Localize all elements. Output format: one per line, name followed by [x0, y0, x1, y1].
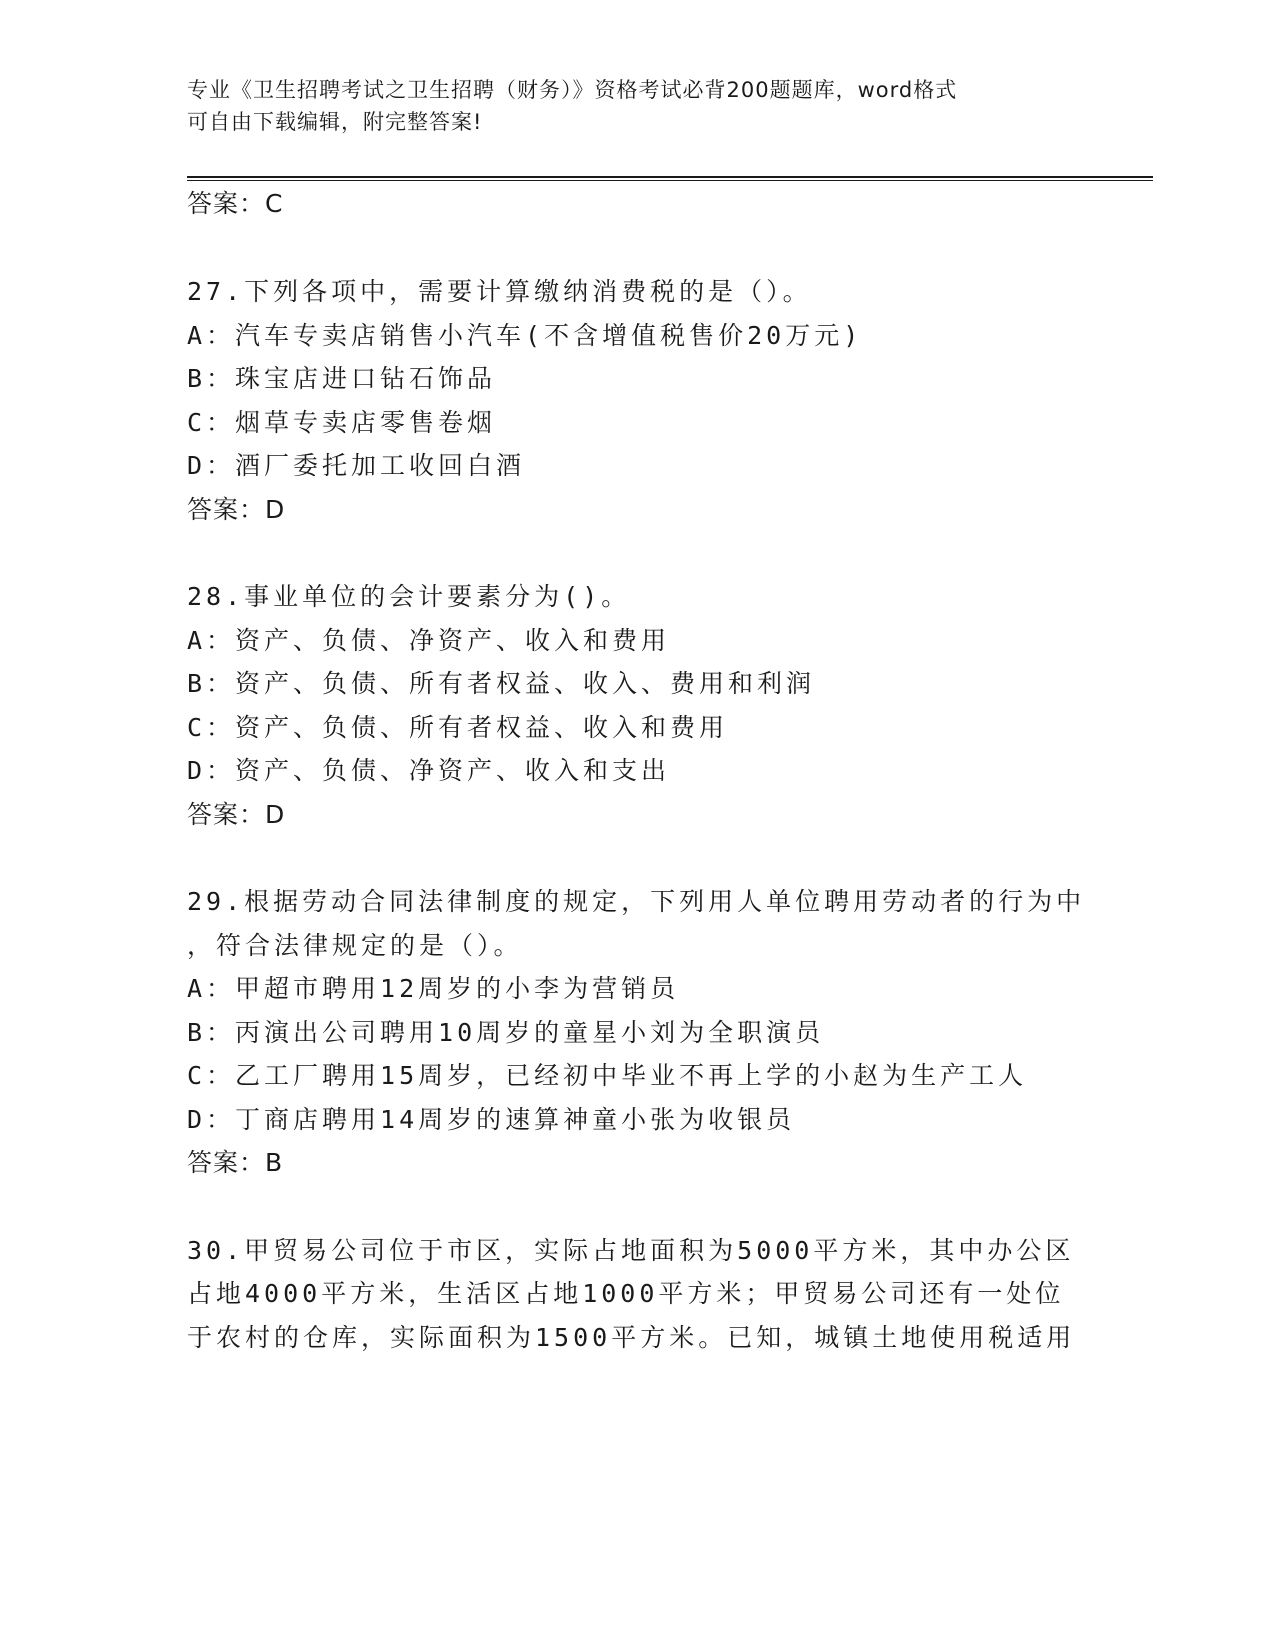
answer-line: 答案：D — [187, 800, 286, 829]
answer-line: 答案：C — [187, 189, 284, 218]
option-a: A：汽车专卖店销售小汽车(不含增值税售价20万元) — [187, 321, 863, 350]
option-b: B：珠宝店进口钻石饰品 — [187, 364, 497, 393]
question-stem: 28.事业单位的会计要素分为()。 — [187, 582, 631, 611]
option-d: D：丁商店聘用14周岁的速算神童小张为收银员 — [187, 1105, 796, 1134]
question-stem-line-1: 29.根据劳动合同法律制度的规定，下列用人单位聘用劳动者的行为中 — [187, 887, 1086, 916]
header-line-2: 可自由下载编辑，附完整答案! — [187, 110, 483, 134]
option-c: C：烟草专卖店零售卷烟 — [187, 408, 497, 437]
question-stem: 27.下列各项中，需要计算缴纳消费税的是（）。 — [187, 277, 812, 306]
question-stem-line-3: 于农村的仓库，实际面积为1500平方米。已知，城镇土地使用税适用 — [187, 1323, 1076, 1352]
option-d: D：酒厂委托加工收回白酒 — [187, 451, 526, 480]
answer-line: 答案：D — [187, 495, 286, 524]
answer-line: 答案：B — [187, 1148, 284, 1177]
header-line-1: 专业《卫生招聘考试之卫生招聘（财务）》资格考试必背200题题库，word格式 — [187, 78, 958, 102]
option-b: B：丙演出公司聘用10周岁的童星小刘为全职演员 — [187, 1018, 825, 1047]
option-c: C：乙工厂聘用15周岁，已经初中毕业不再上学的小赵为生产工人 — [187, 1061, 1028, 1090]
header-divider — [187, 176, 1153, 181]
option-a: A：甲超市聘用12周岁的小李为营销员 — [187, 974, 680, 1003]
option-d: D：资产、负债、净资产、收入和支出 — [187, 756, 671, 785]
option-a: A：资产、负债、净资产、收入和费用 — [187, 626, 671, 655]
question-stem-line-2: ，符合法律规定的是（）。 — [187, 931, 523, 960]
question-stem-line-1: 30.甲贸易公司位于市区，实际占地面积为5000平方米，其中办公区 — [187, 1236, 1075, 1265]
option-c: C：资产、负债、所有者权益、收入和费用 — [187, 713, 729, 742]
question-stem-line-2: 占地4000平方米，生活区占地1000平方米；甲贸易公司还有一处位 — [187, 1279, 1065, 1308]
document-header — [187, 74, 1067, 138]
option-b: B：资产、负债、所有者权益、收入、费用和利润 — [187, 669, 816, 698]
